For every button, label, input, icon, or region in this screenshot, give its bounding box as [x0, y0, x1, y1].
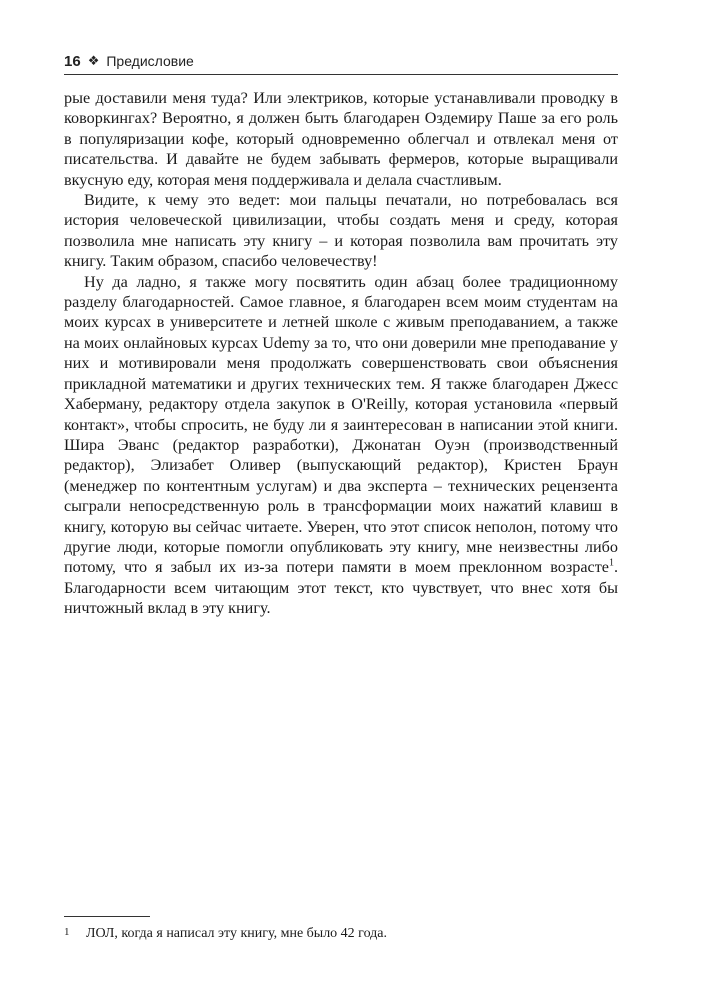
fleuron-icon: ❖	[87, 53, 100, 68]
page-number: 16	[64, 52, 81, 70]
footnote	[64, 925, 618, 943]
footnote-rule	[64, 916, 150, 917]
footnote-mark: 1	[64, 926, 70, 938]
running-header	[64, 50, 618, 72]
paragraph-text-end: . Благодарности всем читающим этот текст, кто чувствует, что внес хотя бы ничтожный вклад в эту книгу.	[64, 558, 618, 618]
body-text	[64, 88, 618, 619]
paragraph-acknowledgements	[64, 272, 618, 619]
paragraph-continued: рые доставили меня туда? Или электриков, которые устанавливали проводку в коворкингах? Вероятно, я должен быть благодарен Оздемиру Паше за его роль в популяризации кофе, который одновременно облегчал и отвлекал меня от писательства. И давайте не будем забывать фермеров, которые выращивали вкусную еду, которая меня поддерживала и делала счастливым.	[64, 89, 618, 189]
header-rule	[64, 74, 618, 75]
footnote-text: ЛОЛ, когда я написал эту книгу, мне было 42 года.	[86, 926, 388, 941]
paragraph: Видите, к чему это ведет: мои пальцы печатали, но потребовалась вся история человеческой цивилизации, чтобы создать меня и среду, которая позволила мне написать эту книгу – и которая позволила вам прочитать эту книгу. Таким образом, спасибо человечеству!	[64, 191, 618, 271]
paragraph-text: Ну да ладно, я также могу посвятить один абзац более традиционному разделу благодарностей. Самое главное, я благодарен всем моим студентам на моих курсах в университете и летней школе с живым преподаванием, а также на моих онлайновых курсах Udemy за то, что они доверили мне преподавание у них и мотивировали меня продолжать совершенствовать свои объяснения прикладной математики и других технических тем. Я также благодарен Джесс Хаберману, редактору отдела закупок в O'Reilly, которая установила «первый контакт», чтобы спросить, не буду ли я заинтересован в написании этой книги. Шира Эванс (редактор разработки), Джонатан Оуэн (производственный редактор), Элизабет Оливер (выпускающий редактор), Кристен Браун (менеджер по контентным услугам) и два эксперта – технических рецензента сыграли непосредственную роль в трансформации моих нажатий клавиш в книгу, которую вы сейчас читаете. Уверен, что этот список неполон, потому что другие люди, которые помогли опубликовать эту книгу, мне неизвестны либо потому, что я забыл их из-за потери памяти в моем преклонном возрасте	[64, 272, 618, 577]
footnote-reference[interactable]: 1	[608, 557, 614, 569]
section-title: Предисловие	[106, 53, 194, 69]
